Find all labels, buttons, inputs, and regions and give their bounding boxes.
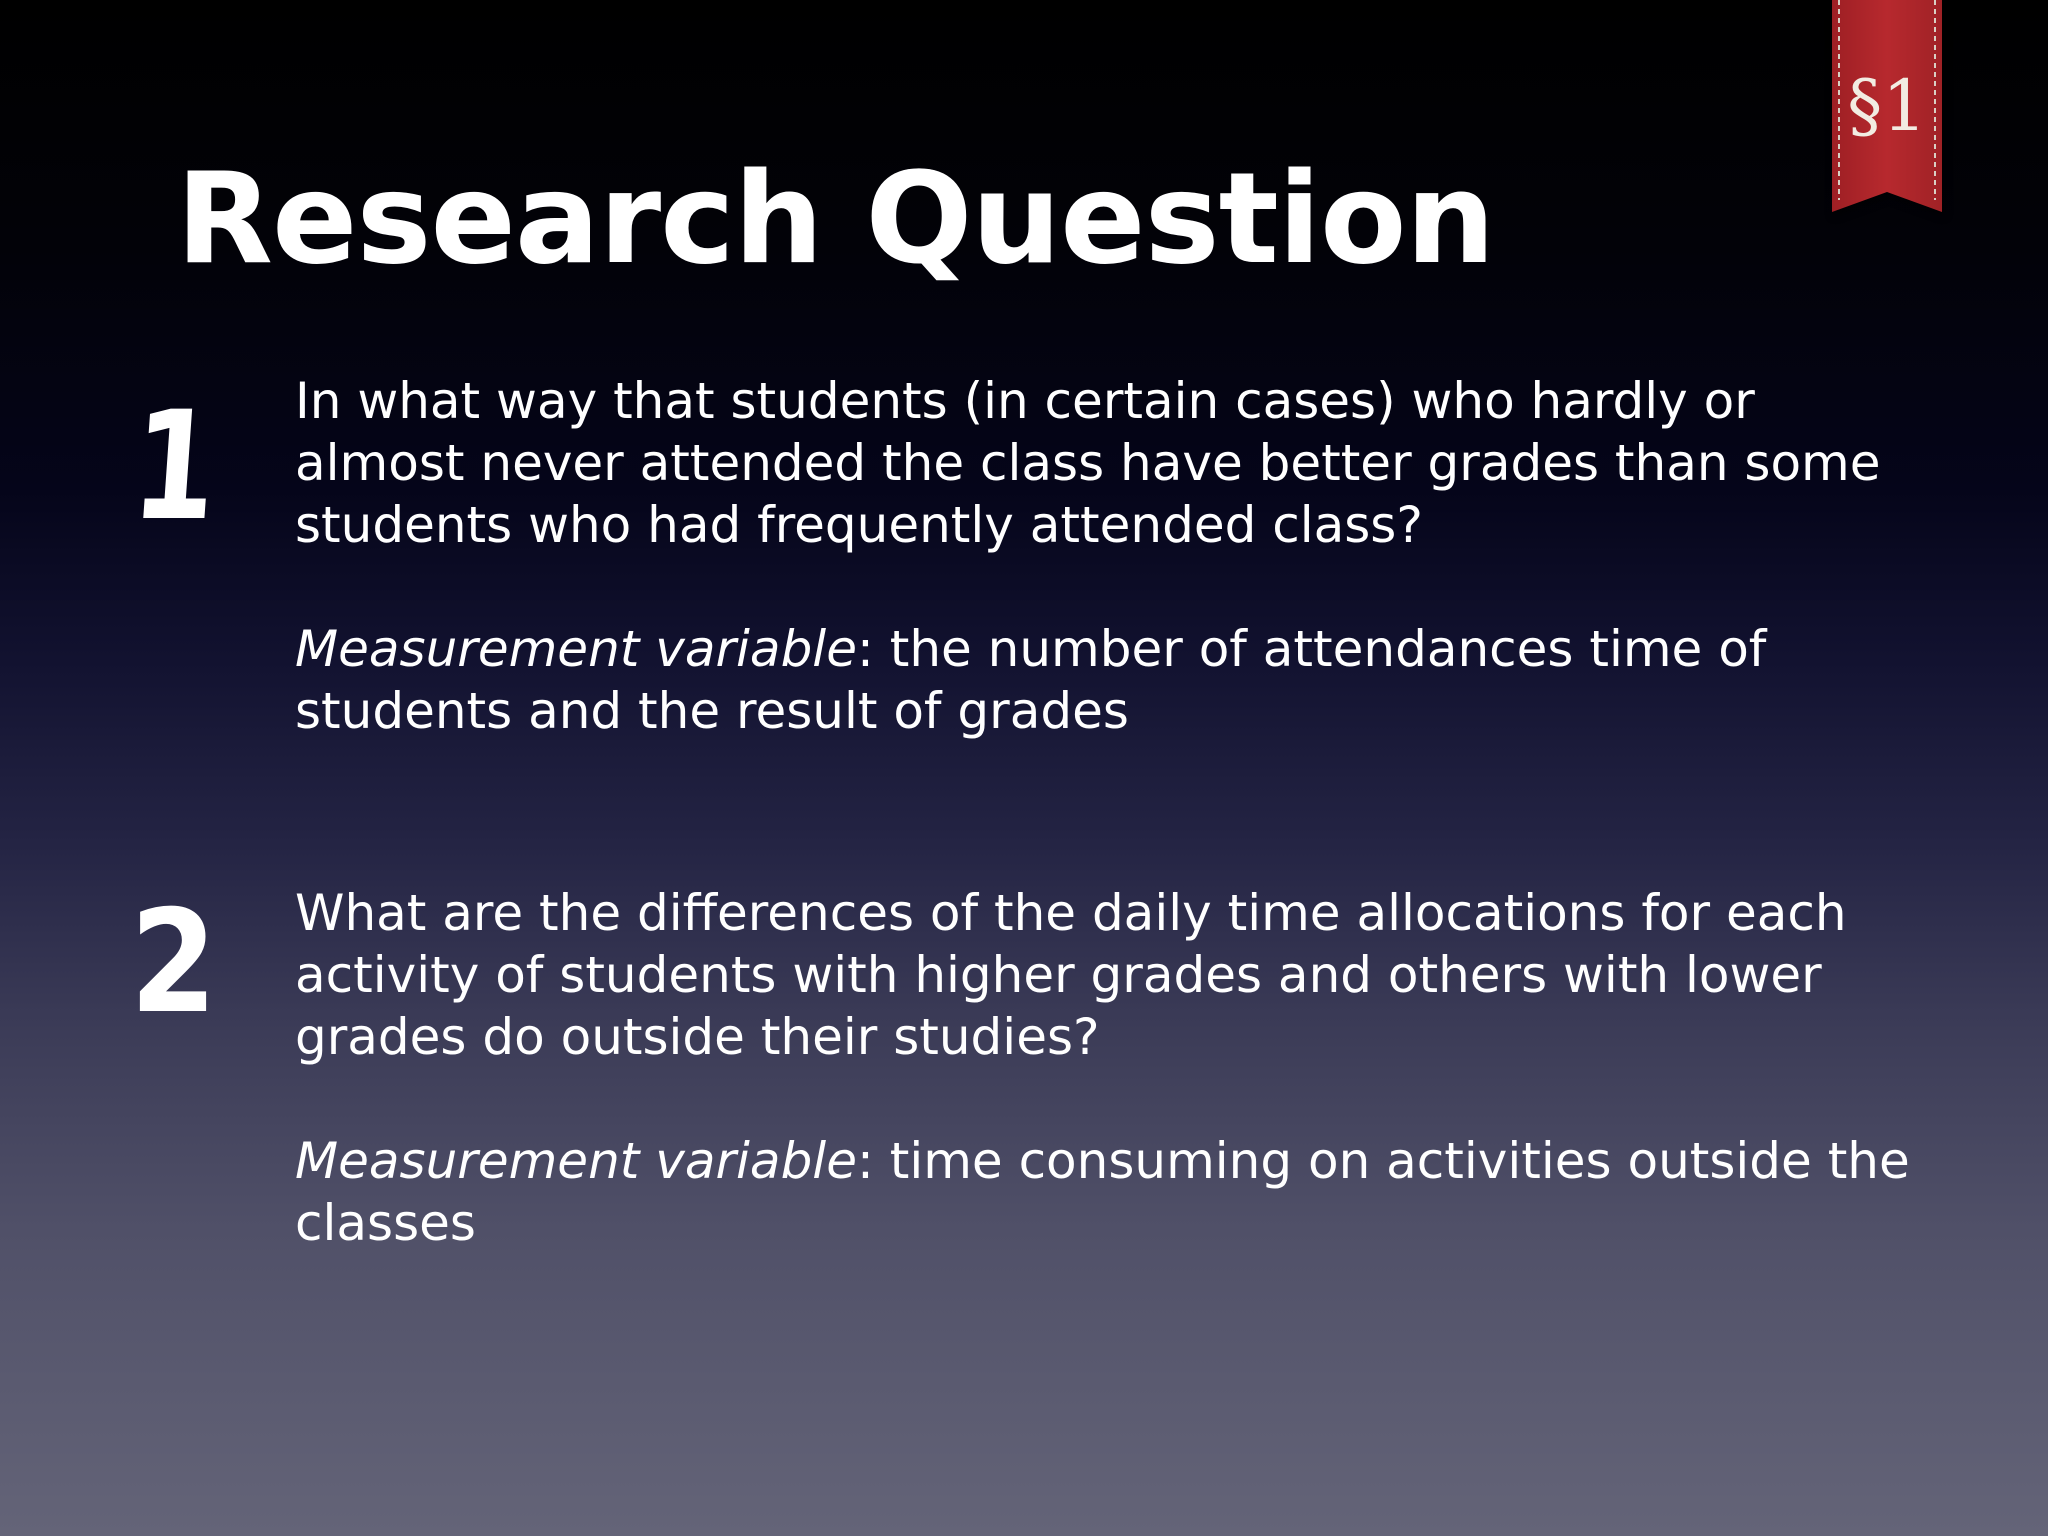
- question-text: What are the differences of the daily time allocations for each activity of students with higher grades and others with lower grades do outside their studies?: [295, 884, 1847, 1066]
- section-badge: §1: [1847, 65, 1927, 147]
- measurement-variable: [295, 1130, 1935, 1254]
- item-number-2: 2: [130, 880, 217, 1045]
- paragraph-gap: [295, 1068, 1935, 1130]
- measurement-text: : the number of attendances time of students and the result of grades: [295, 620, 1767, 740]
- research-question-2: [295, 882, 1935, 1254]
- slide-title: Research Question: [176, 145, 1495, 292]
- item-number-1: 1: [126, 380, 223, 554]
- measurement-text: : time consuming on activities outside the classes: [295, 1132, 1910, 1252]
- measurement-variable: [295, 618, 1935, 742]
- section-bookmark-ribbon: [1832, 0, 1942, 212]
- research-question-1: [295, 370, 1935, 742]
- measurement-label: Measurement variable: [295, 1132, 857, 1190]
- measurement-label: Measurement variable: [295, 620, 857, 678]
- question-text: In what way that students (in certain cases) who hardly or almost never attended the class have better grades than some students who had frequently attended class?: [295, 372, 1881, 554]
- paragraph-gap: [295, 556, 1935, 618]
